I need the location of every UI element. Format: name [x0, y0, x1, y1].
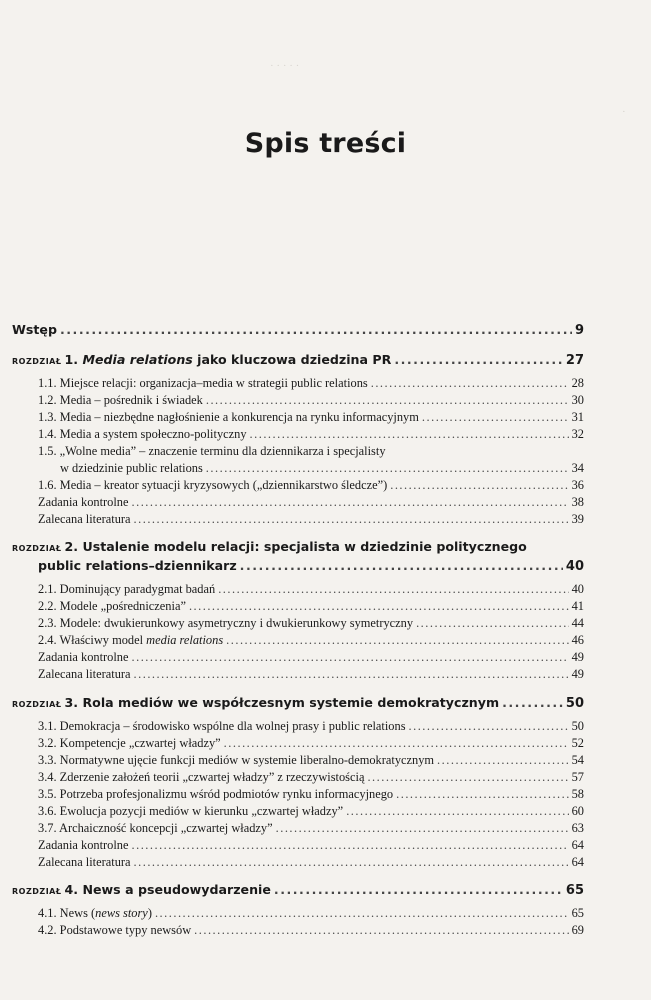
chapter-number: 2. [64, 539, 79, 554]
toc-entry-wstep[interactable]: Wstęp ..... 9 [12, 322, 584, 338]
toc-section-4-1[interactable]: 4.1. News (news story) ..... 65 [38, 906, 584, 921]
page-title: Spis treści [244, 128, 407, 159]
chapter-label: ROZDZIAŁ [12, 357, 62, 366]
toc-literatura-1[interactable]: Zalecana literatura ..... 39 [38, 512, 584, 527]
toc-section-4-2[interactable]: 4.2. Podstawowe typy newsów ..... 69 [38, 923, 584, 938]
toc-section-3-4[interactable]: 3.4. Zderzenie założeń teorii „czwartej władzy” z rzeczywistością ..... 57 [38, 770, 584, 785]
toc-section-2-2[interactable]: 2.2. Modele „pośredniczenia” ..... 41 [38, 599, 584, 614]
toc-section-1-5[interactable]: 1.5. „Wolne media” – znaczenie terminu dla dziennikarza i specjalisty [38, 444, 386, 458]
leader-dots [394, 352, 563, 367]
toc-section-1-5-cont[interactable]: w dziedzinie public relations ..... 34 [60, 461, 584, 476]
toc-section-1-2[interactable]: 1.2. Media – pośrednik i świadek ..... 30 [38, 393, 584, 408]
page-number: 27 [565, 353, 584, 368]
toc-zadania-2[interactable]: Zadania kontrolne ..... 49 [38, 650, 584, 665]
toc-chapter-3[interactable] [12, 695, 584, 711]
page-number: 50 [565, 696, 584, 711]
chapter-label: ROZDZIAŁ [12, 544, 62, 553]
bleed-through-text: · · · · · [270, 60, 300, 72]
toc-literatura-2[interactable]: Zalecana literatura ..... 49 [38, 667, 584, 682]
chapter-title: Ustalenie modelu relacji: specjalista w dziedzinie politycznego [82, 539, 527, 554]
toc-section-2-1[interactable]: 2.1. Dominujący paradygmat badań ..... 40 [38, 582, 584, 597]
chapter-title-italic: Media relations [82, 352, 193, 367]
chapter-label: ROZDZIAŁ [12, 700, 62, 709]
toc-section-2-3[interactable]: 2.3. Modele: dwukierunkowy asymetryczny i dwukierunkowy symetryczny ..... 44 [38, 616, 584, 631]
page-number: 9 [574, 323, 584, 338]
toc-chapter-2[interactable] [12, 539, 584, 554]
toc-chapter-4[interactable] [12, 882, 584, 898]
toc-section-2-4[interactable]: 2.4. Właściwy model media relations ..... 46 [38, 633, 584, 648]
toc-zadania-3[interactable]: Zadania kontrolne ..... 64 [38, 838, 584, 853]
toc-section-1-3[interactable]: 1.3. Media – niezbędne nagłośnienie a konkurencja na rynku informacyjnym ..... 31 [38, 410, 584, 425]
toc-section-1-6[interactable]: 1.6. Media – kreator sytuacji kryzysowych („dziennikarstwo śledcze”) ..... 36 [38, 478, 584, 493]
toc-chapter-2-cont[interactable]: public relations–dziennikarz ..... 40 [38, 558, 584, 574]
chapter-title: jako kluczowa dziedzina PR [192, 352, 392, 367]
toc-section-3-3[interactable]: 3.3. Normatywne ujęcie funkcji mediów w systemie liberalno-demokratycznym ..... 54 [38, 753, 584, 768]
toc-section-1-4[interactable]: 1.4. Media a system społeczno-polityczny ..... 32 [38, 427, 584, 442]
page-number: 40 [565, 559, 584, 574]
chapter-label: ROZDZIAŁ [12, 887, 62, 896]
bleed-through-number: · [622, 106, 626, 118]
toc-literatura-3[interactable]: Zalecana literatura ..... 64 [38, 855, 584, 870]
toc-section-3-1[interactable]: 3.1. Demokracja – środowisko wspólne dla wolnej prasy i public relations ..... 50 [38, 719, 584, 734]
toc-section-3-7[interactable]: 3.7. Archaiczność koncepcji „czwartej władzy” ..... 63 [38, 821, 584, 836]
toc-section-3-5[interactable]: 3.5. Potrzeba profesjonalizmu wśród podmiotów rynku informacyjnego ..... 58 [38, 787, 584, 802]
chapter-title: News a pseudowydarzenie [82, 882, 271, 897]
chapter-number: 3. [64, 695, 79, 710]
page-number: 65 [565, 883, 584, 898]
toc-chapter-1[interactable] [12, 352, 584, 368]
leader-dots [60, 322, 572, 337]
chapter-title: Rola mediów we współczesnym systemie demokratycznym [82, 695, 500, 710]
toc-zadania-1[interactable]: Zadania kontrolne ..... 38 [38, 495, 584, 510]
toc-section-3-2[interactable]: 3.2. Kompetencje „czwartej władzy” ..... 52 [38, 736, 584, 751]
toc-section-3-6[interactable]: 3.6. Ewolucja pozycji mediów w kierunku „czwartej władzy” ..... 60 [38, 804, 584, 819]
chapter-number: 1. [64, 352, 79, 367]
toc-section-1-1[interactable]: 1.1. Miejsce relacji: organizacja–media w strategii public relations ..... 28 [38, 376, 584, 391]
chapter-number: 4. [64, 882, 79, 897]
